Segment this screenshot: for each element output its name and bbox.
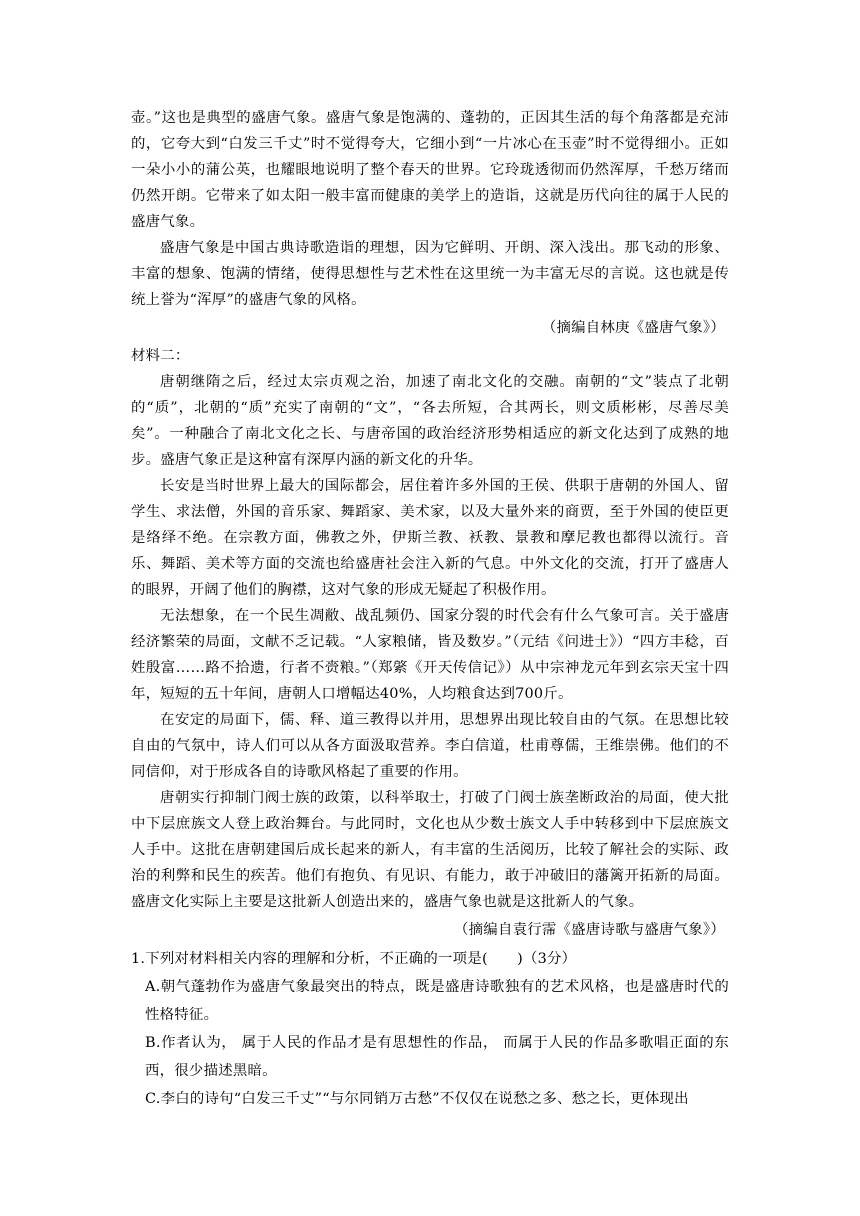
material1-paragraph: 盛唐气象是中国古典诗歌造诣的理想，因为它鲜明、开朗、深入浅出。那飞动的形象、丰富的想象、饱满的情绪，使得思想性与艺术性在这里统一为丰富无尽的言说。这也就是传统上誉为“浑厚”的盛唐气象的风格。: [131, 240, 729, 308]
question-1-stem: 1.下列对材料相关内容的理解和分析，不正确的一项是( )（3分）: [131, 951, 577, 967]
material2-paragraph: 唐朝继隋之后，经过太宗贞观之治，加速了南北文化的交融。南朝的“文”装点了北朝的“质”，北朝的“质”充实了南朝的“文”，“各去所短，合其两长，则文质彬彬，尽善尽美矣”。一种融合了南北文化之长、与唐帝国的政治经济形势相适应的新文化达到了成熟的地步。盛唐气象正是这种富有深厚内涵的新文化的升华。: [131, 374, 729, 468]
question-1-option-c: C.李白的诗句“白发三千丈”“与尔同销万古愁”不仅仅在说愁之多、愁之长，更体现出: [145, 1091, 689, 1107]
material2-paragraph: 唐朝实行抑制门阀士族的政策，以科举取士，打破了门阀士族垄断政治的局面，使大批中下层庶族文人登上政治舞台。与此同时，文化也从少数士族文人手中转移到中下层庶族文人手中。这批在唐朝建国后成长起来的新人，有丰富的生活阅历，比较了解社会的实际、政治的利弊和民生的疾苦。他们有抱负、有见识、有能力，敢于冲破旧的藩篱开拓新的局面。盛唐文化实际上主要是这批新人创造出来的，盛唐气象也就是这批新人的气象。: [131, 790, 729, 910]
material1-paragraph-continued: 壶。”这也是典型的盛唐气象。盛唐气象是饱满的、蓬勃的，正因其生活的每个角落都是充沛的，它夸大到“白发三千丈”时不觉得夸大，它细小到“一片冰心在玉壶”时不觉得细小。正如一朵小小的蒲公英，也耀眼地说明了整个春天的世界。它玲珑透彻而仍然浑厚，千愁万绪而仍然开朗。它带来了如太阳一般丰富而健康的美学上的造诣，这就是历代向往的属于人民的盛唐气象。: [131, 110, 729, 230]
page-content: [131, 105, 729, 1113]
material2-paragraph: 无法想象，在一个民生凋敝、战乱频仍、国家分裂的时代会有什么气象可言。关于盛唐经济繁荣的局面，文献不乏记载。“人家粮储，皆及数岁。”（元结《问进士》）“四方丰稔，百姓殷富……路不拾遗，行者不赍粮。”（郑綮《开天传信记》）从中宗神龙元年到玄宗天宝十四年，短短的五十年间，唐朝人口增幅达40%，人均粮食达到700斤。: [131, 608, 729, 702]
question-1-option-b: B.作者认为， 属于人民的作品才是有思想性的作品， 而属于人民的作品多歌唱正面的东西，很少描述黑暗。: [145, 1035, 729, 1079]
material2-paragraph: 在安定的局面下，儒、释、道三教得以并用，思想界出现比较自由的气氛。在思想比较自由的气氛中，诗人们可以从各方面汲取营养。李白信道，杜甫尊儒，王维崇佛。他们的不同信仰，对于形成各自的诗歌风格起了重要的作用。: [131, 712, 729, 780]
question-1-option-a: A.朝气蓬勃作为盛唐气象最突出的特点，既是盛唐诗歌独有的艺术风格，也是盛唐时代的性格特征。: [145, 979, 729, 1023]
material2-heading: 材料二：: [131, 348, 190, 364]
material1-source: （摘编自林庚《盛唐气象》）: [541, 320, 725, 336]
material2-source: （摘编自袁行霈《盛唐诗歌与盛唐气象》）: [454, 922, 725, 938]
material2-paragraph: 长安是当时世界上最大的国际都会，居住着许多外国的王侯、供职于唐朝的外国人、留学生、求法僧，外国的音乐家、舞蹈家、美术家，以及大量外来的商贾，至于外国的使臣更是络绎不绝。在宗教方面，佛教之外，伊斯兰教、袄教、景教和摩尼教也都得以流行。音乐、舞蹈、美术等方面的交流也给盛唐社会注入新的气息。中外文化的交流，打开了盛唐人的眼界，开阔了他们的胸襟，这对气象的形成无疑起了积极作用。: [131, 478, 729, 598]
